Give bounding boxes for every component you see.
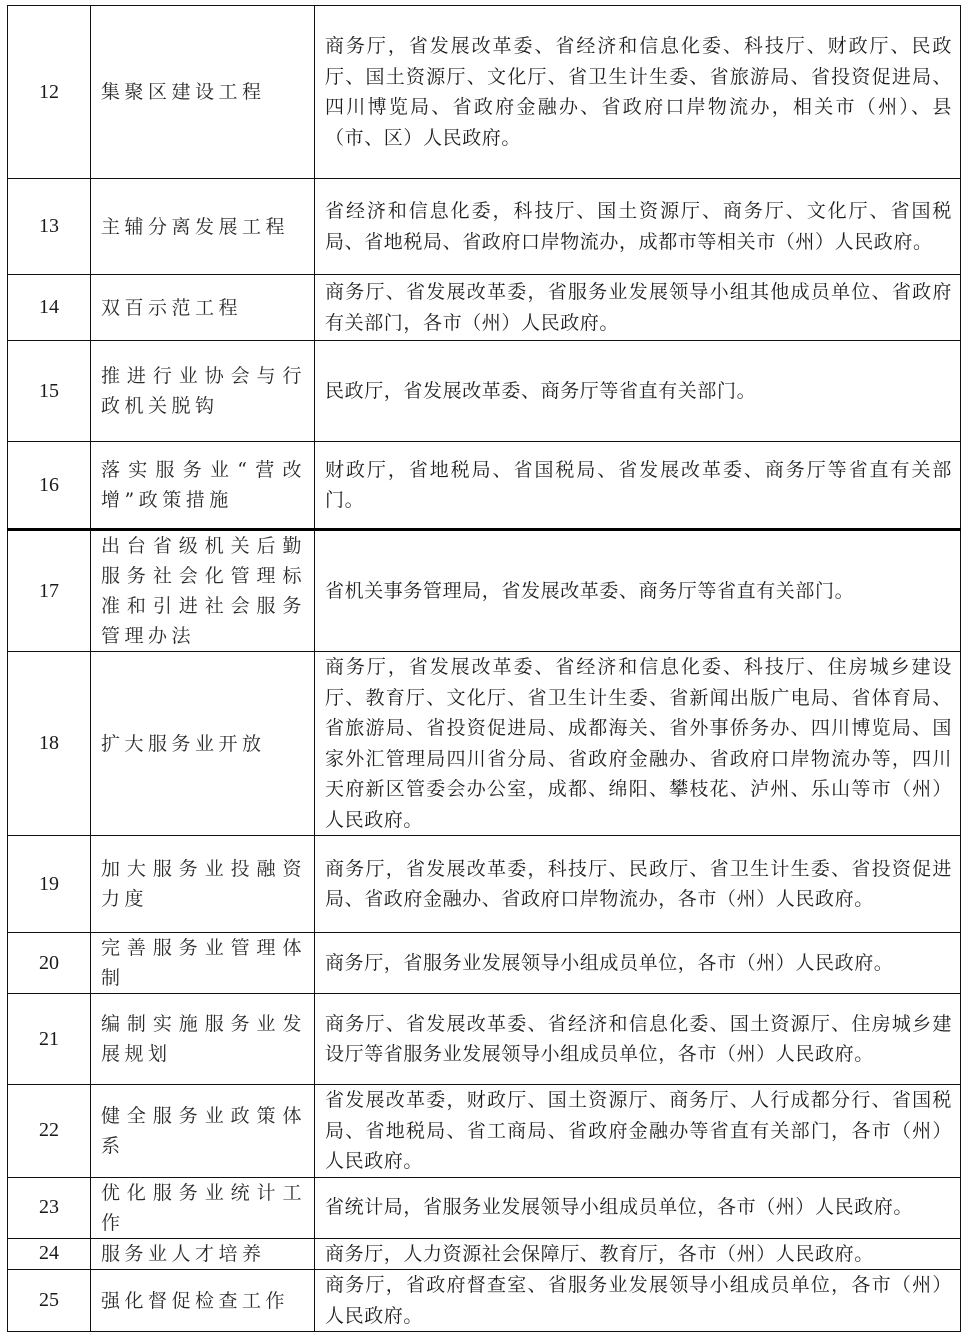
row-number: 12 xyxy=(8,6,91,179)
table-row xyxy=(8,1177,961,1238)
responsible-departments: 商务厅、省发展改革委，省服务业发展领导小组其他成员单位、省政府有关部门，各市（州）人民政府。 xyxy=(315,275,961,341)
responsible-departments: 省机关事务管理局，省发展改革委、商务厅等省直有关部门。 xyxy=(315,530,961,652)
task-name: 落实服务业“营改增”政策措施 xyxy=(91,442,315,530)
responsibility-table xyxy=(7,5,961,1332)
responsible-departments: 财政厅，省地税局、省国税局、省发展改革委、商务厅等省直有关部门。 xyxy=(315,442,961,530)
row-number: 18 xyxy=(8,652,91,836)
task-name: 优化服务业统计工作 xyxy=(91,1177,315,1238)
table-row xyxy=(8,994,961,1085)
task-name: 集聚区建设工程 xyxy=(91,6,315,179)
table-row xyxy=(8,933,961,994)
table-row xyxy=(8,530,961,652)
task-name: 推进行业协会与行政机关脱钩 xyxy=(91,341,315,442)
row-number: 13 xyxy=(8,179,91,275)
responsible-departments: 商务厅，省发展改革委、省经济和信息化委、科技厅、住房城乡建设厅、教育厅、文化厅、省卫生计生委、省新闻出版广电局、省体育局、省旅游局、省投资促进局、成都海关、省外事侨务办、四川博览局、国家外汇管理局四川省分局、省政府金融办、省政府口岸物流办等，四川天府新区管委会办公室，成都、绵阳、攀枝花、泸州、乐山等市（州）人民政府。 xyxy=(315,652,961,836)
task-name: 服务业人才培养 xyxy=(91,1238,315,1270)
task-name: 编制实施服务业发展规划 xyxy=(91,994,315,1085)
table-row xyxy=(8,6,961,179)
responsible-departments: 商务厅，省发展改革委、省经济和信息化委、科技厅、财政厅、民政厅、国土资源厅、文化厅、省卫生计生委、省旅游局、省投资促进局、四川博览局、省政府金融办、省政府口岸物流办，相关市（州）、县（市、区）人民政府。 xyxy=(315,6,961,179)
row-number: 24 xyxy=(8,1238,91,1270)
task-name: 出台省级机关后勤服务社会化管理标准和引进社会服务管理办法 xyxy=(91,530,315,652)
task-name: 扩大服务业开放 xyxy=(91,652,315,836)
table-row xyxy=(8,442,961,530)
responsible-departments: 商务厅，省服务业发展领导小组成员单位，各市（州）人民政府。 xyxy=(315,933,961,994)
row-number: 22 xyxy=(8,1085,91,1178)
task-name: 加大服务业投融资力度 xyxy=(91,836,315,933)
table-row xyxy=(8,836,961,933)
table-body xyxy=(8,6,961,1332)
responsible-departments: 省发展改革委，财政厅、国土资源厅、商务厅、人行成都分行、省国税局、省地税局、省工商局、省政府金融办等省直有关部门，各市（州）人民政府。 xyxy=(315,1085,961,1178)
responsible-departments: 省统计局，省服务业发展领导小组成员单位，各市（州）人民政府。 xyxy=(315,1177,961,1238)
table-row xyxy=(8,652,961,836)
responsible-departments: 商务厅，省发展改革委，科技厅、民政厅、省卫生计生委、省投资促进局、省政府金融办、省政府口岸物流办，各市（州）人民政府。 xyxy=(315,836,961,933)
task-name: 主辅分离发展工程 xyxy=(91,179,315,275)
table-row xyxy=(8,341,961,442)
task-name: 完善服务业管理体制 xyxy=(91,933,315,994)
responsible-departments: 商务厅，省政府督查室、省服务业发展领导小组成员单位，各市（州）人民政府。 xyxy=(315,1270,961,1332)
task-name: 双百示范工程 xyxy=(91,275,315,341)
row-number: 25 xyxy=(8,1270,91,1332)
row-number: 21 xyxy=(8,994,91,1085)
responsible-departments: 省经济和信息化委，科技厅、国土资源厅、商务厅、文化厅、省国税局、省地税局、省政府口岸物流办，成都市等相关市（州）人民政府。 xyxy=(315,179,961,275)
table-row xyxy=(8,1238,961,1270)
row-number: 17 xyxy=(8,530,91,652)
table-row xyxy=(8,1085,961,1178)
row-number: 14 xyxy=(8,275,91,341)
responsible-departments: 商务厅，人力资源社会保障厅、教育厅，各市（州）人民政府。 xyxy=(315,1238,961,1270)
row-number: 15 xyxy=(8,341,91,442)
row-number: 23 xyxy=(8,1177,91,1238)
table-row xyxy=(8,275,961,341)
responsible-departments: 商务厅、省发展改革委、省经济和信息化委、国土资源厅、住房城乡建设厅等省服务业发展领导小组成员单位，各市（州）人民政府。 xyxy=(315,994,961,1085)
table-row xyxy=(8,1270,961,1332)
row-number: 20 xyxy=(8,933,91,994)
table-row xyxy=(8,179,961,275)
row-number: 16 xyxy=(8,442,91,530)
responsible-departments: 民政厅，省发展改革委、商务厅等省直有关部门。 xyxy=(315,341,961,442)
row-number: 19 xyxy=(8,836,91,933)
task-name: 健全服务业政策体系 xyxy=(91,1085,315,1178)
task-name: 强化督促检查工作 xyxy=(91,1270,315,1332)
